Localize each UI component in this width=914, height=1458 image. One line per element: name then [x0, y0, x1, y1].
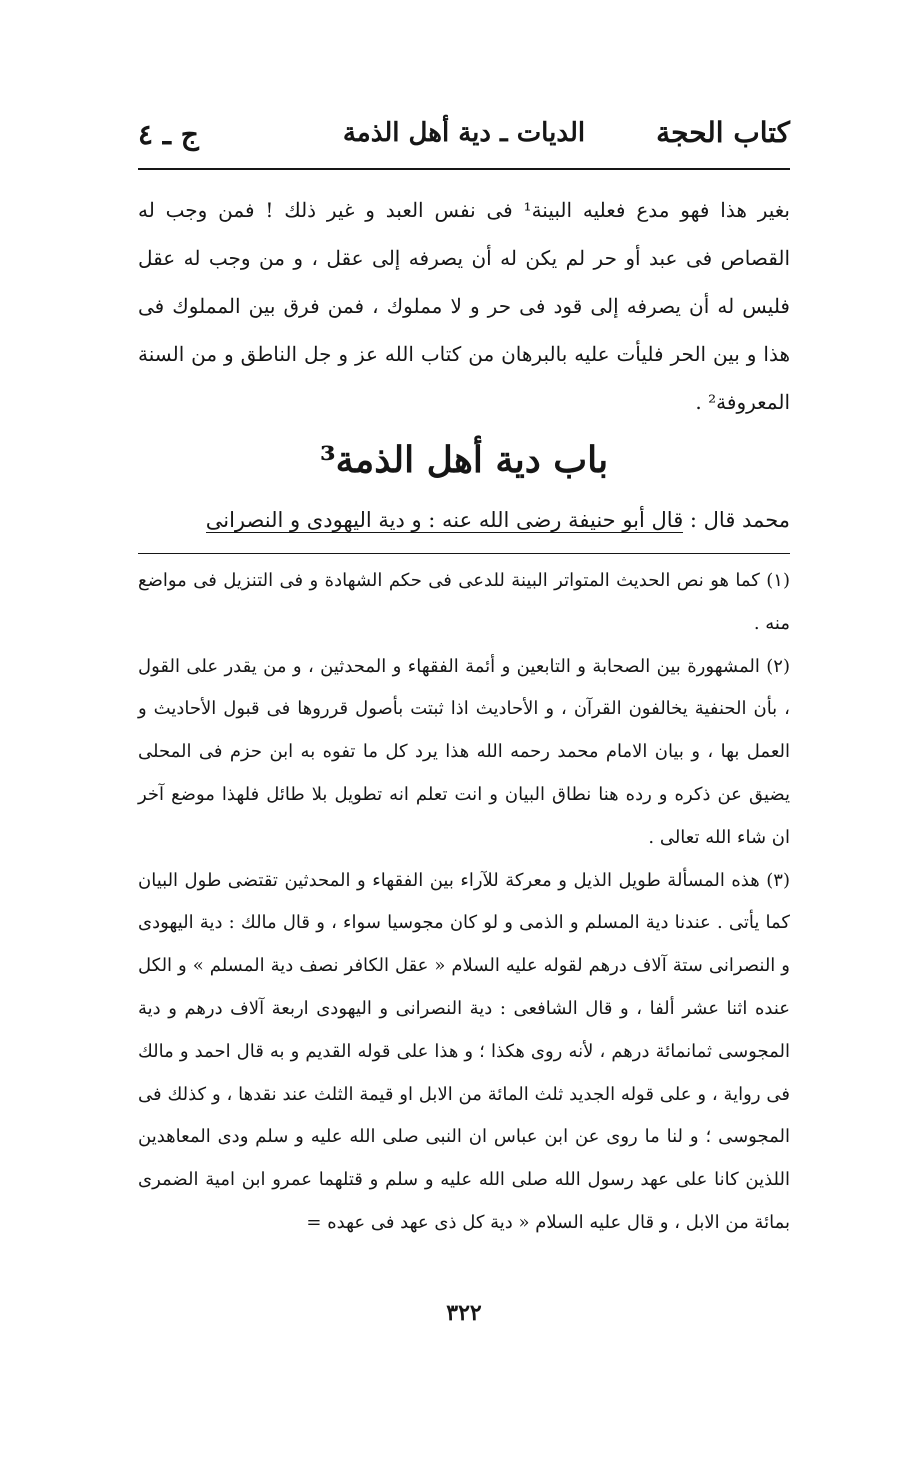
- header-rule: [138, 168, 790, 170]
- page-number: ٣٢٢: [446, 1300, 482, 1326]
- volume-label: ج ـ ٤: [138, 118, 199, 151]
- footnote-rule: [138, 553, 790, 554]
- subheading-lead: محمد قال :: [683, 508, 790, 532]
- footnote-3: (٣) هذه المسألة طويل الذيل و معركة للآراء بين الفقهاء و المحدثين تقتضى طول البيان كما يأتى . عندنا دية المسلم و الذمى و لو كان مجوسيا سواء ، و قال مالك : دية اليهودى و النصرانى ستة آلاف درهم لقوله عليه السلام « عقل الكافر نصف دية المسلم » و الكل عنده اثنا عشر ألفا ، و قال الشافعى : دية النصرانى و اليهودى اربعة آلاف درهم و دية المجوسى ثمانمائة درهم ، لأنه روى هكذا ؛ و هذا على قوله القديم و به قال احمد و مالك فى رواية ، و على قوله الجديد ثلث المائة من الابل او قيمة الثلث عند نقدها ، و كذلك فى المجوسى ؛ و لنا ما روى عن ابن عباس ان النبى صلى الله عليه و سلم ودى المعاهدين اللذين كانا على عهد رسول الله صلى الله عليه و سلم و قتلهما عمرو ابن امية الضمرى بمائة من الابل ، و قال عليه السلام « دية كل ذى عهد فى عهده =: [138, 869, 791, 1233]
- body-paragraph: بغير هذا فهو مدع فعليه البينة¹ فى نفس العبد و غير ذلك ! فمن وجب له القصاص فى عبد أو حر لم يكن له أن يصرفه إلى عقل ، و من وجب له عقل فليس له أن يصرفه إلى قود فى حر و لا مملوك ، فمن فرق بين المملوك فى هذا و بين الحر فليأت عليه بالبرهان من كتاب الله عز و جل الناطق و من السنة المعروفة² .: [138, 198, 790, 414]
- footnote-2: (٢) المشهورة بين الصحابة و التابعين و أئمة الفقهاء و المحدثين ، و من يقدر على القول ، بأن الحنفية يخالفون القرآن ، و الأحاديث اذا ثبتت بأصول قرروها فى قبول الأحاديث و العمل بها ، و بيان الامام محمد رحمه الله هذا يرد كل ما تفوه به ابن حزم فى المحلى يضيق عن ذكره و رده هنا نطاق البيان و انت تعلم انه تطويل بلا طائل فلهذا موضع آخر ان شاء الله تعالى .: [138, 655, 791, 848]
- footnote-1: (١) كما هو نص الحديث المتواتر البينة للدعى فى حكم الشهادة و فى التنزيل فى مواضع منه .: [138, 570, 790, 634]
- footnotes: [138, 560, 790, 1245]
- chapter-heading: باب دية أهل الذمة³: [319, 439, 609, 481]
- main-text: [138, 186, 790, 426]
- book-title: كتاب الحجة: [656, 116, 790, 149]
- section-title: الديات ـ دية أهل الذمة: [342, 118, 586, 148]
- subheading-quote: قال أبو حنيفة رضى الله عنه : و دية اليهودى و النصرانى: [205, 508, 684, 532]
- running-header: [138, 110, 790, 160]
- subheading: [138, 500, 790, 540]
